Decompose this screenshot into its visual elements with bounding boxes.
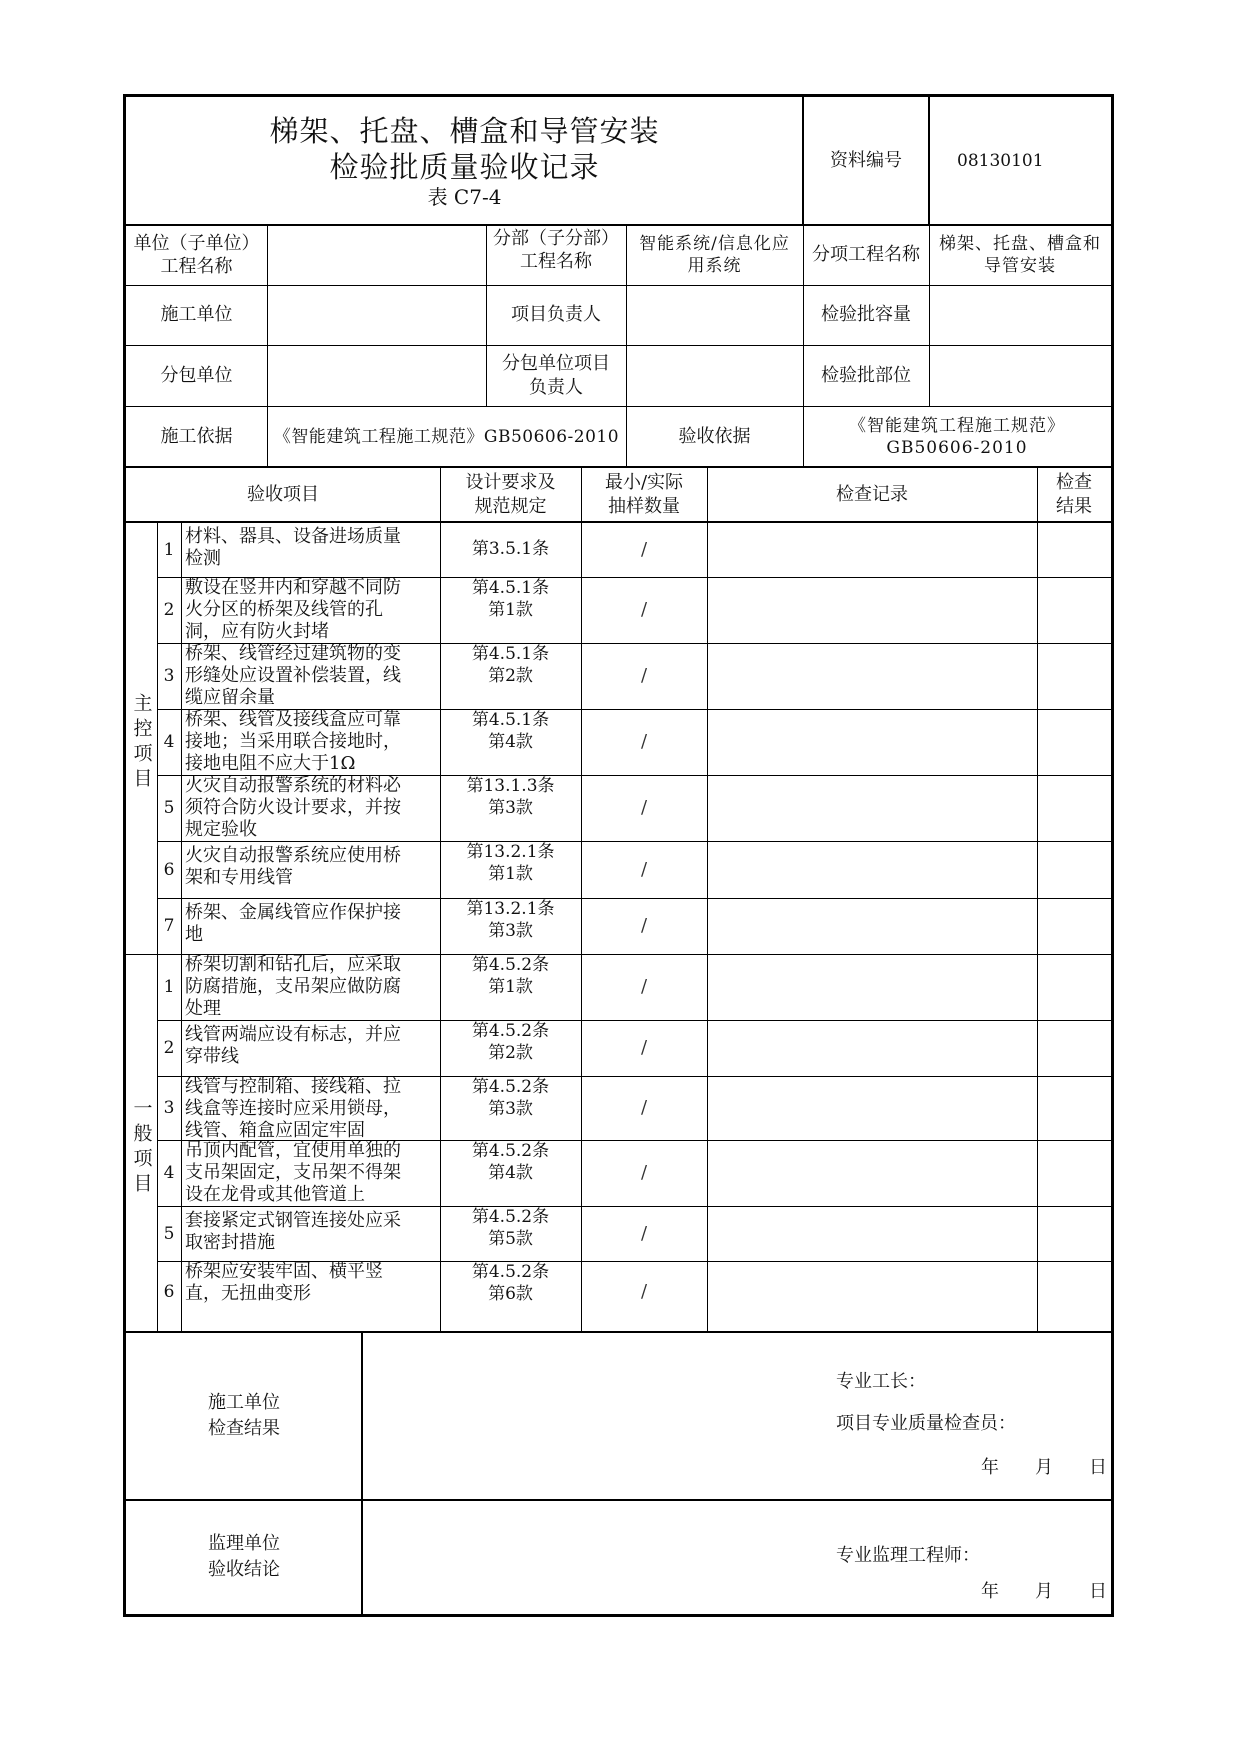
item-spec-line: 第1款: [488, 864, 533, 884]
col-header-sample: [581, 467, 707, 522]
supervision-date: 年 月 日: [981, 1581, 1107, 1602]
item-spec-line: 第4款: [488, 1163, 533, 1183]
item-check-record[interactable]: [707, 577, 1037, 643]
item-check-result[interactable]: [1037, 709, 1111, 775]
row-rule: [157, 1140, 1111, 1141]
item-spec-line: 第13.2.1条: [466, 899, 555, 919]
item-spec-line: 第2款: [488, 666, 533, 686]
rule-info-3: [126, 406, 1111, 407]
batch-location-label: 检验批部位: [821, 364, 911, 386]
col-header-design: [440, 467, 581, 522]
rule-info-c4: [803, 225, 804, 467]
item-description-line: 线管与控制箱、接线箱、拉: [185, 1076, 401, 1097]
rule-footer-top: [126, 1331, 1111, 1333]
form-title: [126, 97, 803, 225]
item-description: [181, 954, 440, 1020]
item-description: [181, 775, 440, 841]
rule-info-c2: [486, 225, 487, 406]
item-spec-line: 第4.5.2条: [471, 1141, 550, 1161]
item-check-record[interactable]: [707, 775, 1037, 841]
item-spec-line: 第4.5.2条: [471, 955, 550, 975]
quality-inspector-label: 项目专业质量检查员：: [836, 1413, 1016, 1434]
item-check-result[interactable]: [1037, 1206, 1111, 1261]
item-spec-line: 第13.2.1条: [466, 842, 555, 862]
col-header-sample-line-2: 抽样数量: [608, 495, 680, 517]
item-description-line: 桥架应安装牢固、横平竖: [185, 1261, 383, 1282]
item-check-result[interactable]: [1037, 841, 1111, 898]
item-spec-line: 第4.5.2条: [471, 1262, 550, 1282]
item-description-line: 敷设在竖井内和穿越不同防: [185, 577, 401, 598]
acceptance-basis-value[interactable]: [803, 406, 1111, 467]
item-spec-clause: [440, 1140, 581, 1206]
sub-pm-label-line-2: 负责人: [529, 376, 583, 398]
title-line-1: 梯架、托盘、槽盒和导管安装: [269, 114, 660, 148]
constructor-label: 施工单位: [160, 304, 233, 325]
subitem-value-line-1: 梯架、托盘、槽盒和: [939, 234, 1101, 254]
item-description-line: 接地；当采用联合接地时，: [185, 731, 401, 752]
item-number: 3: [163, 1098, 175, 1118]
item-check-result[interactable]: [1037, 1140, 1111, 1206]
inspection-record-form: [123, 94, 1114, 1617]
supervising-engineer-label: 专业监理工程师：: [836, 1545, 980, 1566]
item-description-line: 线管、箱盒应固定牢固: [185, 1120, 365, 1140]
item-check-record[interactable]: [707, 1206, 1037, 1261]
item-sample-count[interactable]: /: [640, 915, 648, 936]
item-sample-count[interactable]: /: [640, 858, 648, 880]
unit-label-line-1: 单位（子单位）: [133, 233, 260, 254]
rule-info-c5: [929, 225, 930, 406]
item-number: 5: [163, 1223, 175, 1244]
item-description: [181, 898, 440, 954]
supervision-label-line-1: 监理单位: [208, 1533, 280, 1554]
row-rule: [157, 1076, 1111, 1077]
item-description-line: 须符合防火设计要求，并按: [185, 797, 401, 818]
item-spec-line: 第4.5.1条: [471, 710, 550, 730]
construction-date: 年 月 日: [981, 1457, 1107, 1478]
unit-name-value[interactable]: [267, 225, 486, 285]
construction-basis-label: 施工依据: [160, 425, 233, 447]
construction-check-line-1: 施工单位: [208, 1392, 280, 1413]
item-spec-line: 第3.5.1条: [471, 538, 550, 559]
col-header-result-line-1: 检查: [1056, 471, 1092, 493]
item-description: [181, 1261, 440, 1322]
item-spec-clause: [440, 1206, 581, 1261]
item-description-line: 套接紧定式钢管连接处应采: [185, 1210, 401, 1231]
subcontractor-value[interactable]: [267, 345, 486, 406]
rule-info-2: [126, 345, 1111, 346]
item-description-line: 桥架、线管经过建筑物的变: [185, 643, 401, 664]
item-check-record[interactable]: [707, 1261, 1037, 1322]
item-description-line: 吊顶内配管，宜使用单独的: [185, 1140, 401, 1161]
subitem-value[interactable]: [929, 225, 1111, 285]
col-header-item: 验收项目: [247, 483, 319, 505]
supervision-label: [126, 1500, 362, 1614]
rule-info-1: [126, 285, 1111, 286]
rule-info-c3: [626, 225, 627, 467]
project-manager-label: 项目负责人: [511, 304, 601, 325]
item-number: 3: [163, 666, 175, 686]
item-description: [181, 709, 440, 775]
col-header-result-line-2: 结果: [1056, 495, 1092, 517]
rule-info-4: [126, 466, 1111, 468]
item-check-record[interactable]: [707, 1140, 1037, 1206]
item-check-result[interactable]: [1037, 775, 1111, 841]
item-spec-line: 第3款: [488, 921, 533, 941]
row-rule: [157, 898, 1111, 899]
item-check-result[interactable]: [1037, 898, 1111, 954]
item-description-line: 线管两端应设有标志，并应: [185, 1024, 401, 1045]
item-check-record[interactable]: [707, 841, 1037, 898]
item-check-result[interactable]: [1037, 1076, 1111, 1140]
acceptance-basis-line-1: 《智能建筑工程施工规范》: [849, 415, 1065, 436]
item-spec-line: 第1款: [488, 977, 533, 997]
item-spec-line: 第3款: [488, 798, 533, 818]
item-check-result[interactable]: [1037, 643, 1111, 709]
item-description: [181, 577, 440, 643]
item-spec-line: 第4.5.1条: [471, 644, 550, 664]
construction-check-area[interactable]: [362, 1332, 1111, 1500]
item-description-line: 检测: [185, 548, 221, 569]
col-header-result: [1037, 467, 1111, 522]
item-spec-clause: [440, 898, 581, 954]
acceptance-basis-label: 验收依据: [678, 425, 751, 447]
row-rule: [157, 577, 1111, 578]
item-number: 4: [163, 732, 175, 752]
item-description: [181, 643, 440, 709]
item-spec-line: 第1款: [488, 600, 533, 620]
item-sample-count[interactable]: /: [640, 1097, 648, 1118]
item-description-line: 材料、器具、设备进场质量: [185, 526, 401, 547]
item-description-line: 形缝处应设置补偿装置，线: [185, 665, 401, 686]
col-header-record: 检查记录: [836, 483, 908, 505]
subcontractor-label: 分包单位: [160, 364, 233, 386]
item-check-record[interactable]: [707, 954, 1037, 1020]
item-description-line: 缆应留余量: [185, 687, 275, 708]
item-sample-count[interactable]: /: [640, 1037, 648, 1058]
item-spec-line: 第2款: [488, 1043, 533, 1063]
item-spec-clause: [440, 1076, 581, 1140]
item-description: [181, 1206, 440, 1261]
item-check-record[interactable]: [707, 709, 1037, 775]
form-number: 表 C7-4: [427, 185, 502, 209]
item-spec-line: 第4.5.2条: [471, 1021, 550, 1041]
item-sample-count[interactable]: /: [640, 976, 648, 997]
item-spec-line: 第4.5.1条: [471, 578, 550, 598]
item-sample-count[interactable]: /: [640, 599, 648, 620]
item-description-line: 设在龙骨或其他管道上: [185, 1184, 365, 1205]
item-check-record[interactable]: [707, 643, 1037, 709]
item-description-line: 火分区的桥架及线管的孔: [185, 599, 383, 620]
group-separator-rule: [126, 954, 1111, 955]
construction-basis-value[interactable]: 《智能建筑工程施工规范》GB50606-2010: [273, 426, 620, 447]
item-spec-clause: [440, 522, 581, 577]
item-description-line: 火灾自动报警系统的材料必: [185, 775, 401, 796]
acceptance-basis-line-2: GB50606-2010: [886, 437, 1028, 458]
subitem-label: 分项工程名称: [812, 244, 920, 265]
rule-header-bottom: [126, 224, 1111, 226]
rule-colheader-bottom: [126, 521, 1111, 523]
item-spec-clause: [440, 841, 581, 898]
item-spec-line: 第5款: [488, 1229, 533, 1249]
general-group-label: 一般项目: [130, 1098, 153, 1198]
item-description-line: 桥架切割和钻孔后，应采取: [185, 954, 401, 975]
supervision-conclusion-area[interactable]: [362, 1500, 1111, 1614]
item-spec-line: 第4.5.2条: [471, 1077, 550, 1097]
item-description-line: 支吊架固定，支吊架不得架: [185, 1162, 401, 1183]
item-spec-clause: [440, 775, 581, 841]
rule-footer-col: [361, 1332, 363, 1614]
item-spec-clause: [440, 709, 581, 775]
item-number: 6: [163, 859, 175, 880]
item-description-line: 防腐措施，支吊架应做防腐: [185, 976, 401, 997]
item-spec-clause: [440, 643, 581, 709]
sub-pm-label: [486, 345, 626, 406]
item-spec-clause: [440, 1020, 581, 1076]
item-description: [181, 1140, 440, 1206]
rule-col-record: [707, 467, 708, 1332]
item-spec-line: 第3款: [488, 1099, 533, 1119]
division-value-line-2: 用系统: [687, 256, 742, 276]
constructor-value[interactable]: [267, 285, 486, 345]
item-sample-count[interactable]: /: [640, 1222, 648, 1244]
row-rule: [157, 841, 1111, 842]
col-header-design-line-1: 设计要求及: [465, 471, 556, 493]
row-rule: [157, 643, 1111, 644]
division-label-line-1: 分部（子分部）: [493, 228, 619, 249]
item-sample-count[interactable]: /: [640, 1162, 648, 1183]
item-number: 6: [163, 1281, 175, 1302]
rule-col-result: [1037, 467, 1038, 1332]
rule-col-design: [440, 467, 441, 1332]
sub-pm-label-line-1: 分包单位项目: [502, 352, 610, 374]
item-check-result[interactable]: [1037, 1261, 1111, 1322]
item-spec-clause: [440, 1261, 581, 1322]
item-check-result[interactable]: [1037, 577, 1111, 643]
subitem-value-line-2: 导管安装: [984, 256, 1056, 276]
item-number: 1: [163, 977, 175, 997]
item-description-line: 处理: [185, 998, 221, 1019]
division-label: [486, 225, 626, 285]
item-description-line: 地: [185, 924, 203, 945]
division-value-line-1: 智能系统/信息化应: [639, 234, 790, 254]
item-description: [181, 1020, 440, 1076]
item-check-record[interactable]: [707, 1020, 1037, 1076]
item-check-record[interactable]: [707, 522, 1037, 577]
batch-location-value[interactable]: [929, 345, 1111, 406]
batch-capacity-label: 检验批容量: [821, 304, 911, 325]
row-rule: [157, 1261, 1111, 1262]
rule-col-sample: [581, 467, 582, 1332]
rule-doc-mid: [928, 97, 930, 225]
item-number: 2: [163, 600, 175, 620]
item-check-record[interactable]: [707, 1076, 1037, 1140]
rule-footer-mid: [126, 1499, 1111, 1501]
item-sample-count[interactable]: /: [640, 731, 648, 752]
item-description-line: 桥架、线管及接线盒应可靠: [185, 709, 401, 730]
item-number: 2: [163, 1038, 175, 1058]
item-description-line: 接地电阻不应大于1Ω: [185, 753, 356, 774]
item-check-result[interactable]: [1037, 954, 1111, 1020]
item-description-line: 架和专用线管: [185, 867, 293, 888]
doc-no-label: 资料编号: [830, 150, 902, 171]
item-spec-line: 第13.1.3条: [466, 776, 555, 796]
division-value[interactable]: [626, 225, 803, 285]
item-number: 1: [163, 539, 175, 560]
item-description: [181, 1076, 440, 1140]
item-description-line: 规定验收: [185, 819, 257, 840]
item-description-line: 火灾自动报警系统应使用桥: [185, 845, 401, 866]
row-rule: [157, 775, 1111, 776]
construction-check-line-2: 检查结果: [208, 1418, 280, 1439]
item-number: 4: [163, 1163, 175, 1183]
doc-no-value[interactable]: 08130101: [957, 151, 1044, 171]
item-description: [181, 841, 440, 898]
item-description: [181, 522, 440, 577]
item-check-result[interactable]: [1037, 1020, 1111, 1076]
sub-pm-value[interactable]: [626, 345, 803, 406]
project-manager-value[interactable]: [626, 285, 803, 345]
item-description-line: 线盒等连接时应采用锁母，: [185, 1098, 401, 1119]
row-rule: [157, 1206, 1111, 1207]
rule-info-c1: [267, 225, 268, 467]
item-spec-line: 第6款: [488, 1284, 533, 1304]
col-header-sample-line-1: 最小/实际: [604, 471, 684, 493]
item-spec-clause: [440, 954, 581, 1020]
item-description-line: 取密封措施: [185, 1232, 275, 1253]
item-number: 5: [163, 798, 175, 818]
division-label-line-2: 工程名称: [520, 251, 592, 272]
unit-label-line-2: 工程名称: [160, 256, 233, 277]
item-sample-count[interactable]: /: [640, 665, 648, 686]
row-rule: [157, 709, 1111, 710]
item-description-line: 穿带线: [185, 1046, 239, 1067]
supervision-label-line-2: 验收结论: [208, 1559, 280, 1580]
construction-check-label: [126, 1332, 362, 1500]
item-number: 7: [163, 916, 175, 936]
foreman-label: 专业工长：: [836, 1371, 926, 1392]
batch-capacity-value[interactable]: [929, 285, 1111, 345]
title-line-2: 检验批质量验收记录: [329, 150, 600, 184]
item-sample-count[interactable]: /: [640, 538, 648, 560]
item-description-line: 洞，应有防火封堵: [185, 621, 329, 642]
item-check-record[interactable]: [707, 898, 1037, 954]
item-check-result[interactable]: [1037, 522, 1111, 577]
item-description-line: 桥架、金属线管应作保护接: [185, 902, 401, 923]
item-sample-count[interactable]: /: [640, 1280, 648, 1302]
item-spec-clause: [440, 577, 581, 643]
rule-doc-left: [802, 97, 804, 225]
row-rule: [157, 1020, 1111, 1021]
item-spec-line: 第4款: [488, 732, 533, 752]
item-sample-count[interactable]: /: [640, 797, 648, 818]
unit-name-label: [126, 225, 267, 285]
item-description-line: 直，无扭曲变形: [185, 1283, 311, 1304]
item-spec-line: 第4.5.2条: [471, 1207, 550, 1227]
main-control-group-label: 主控项目: [130, 693, 153, 793]
col-header-design-line-2: 规范规定: [474, 495, 547, 517]
